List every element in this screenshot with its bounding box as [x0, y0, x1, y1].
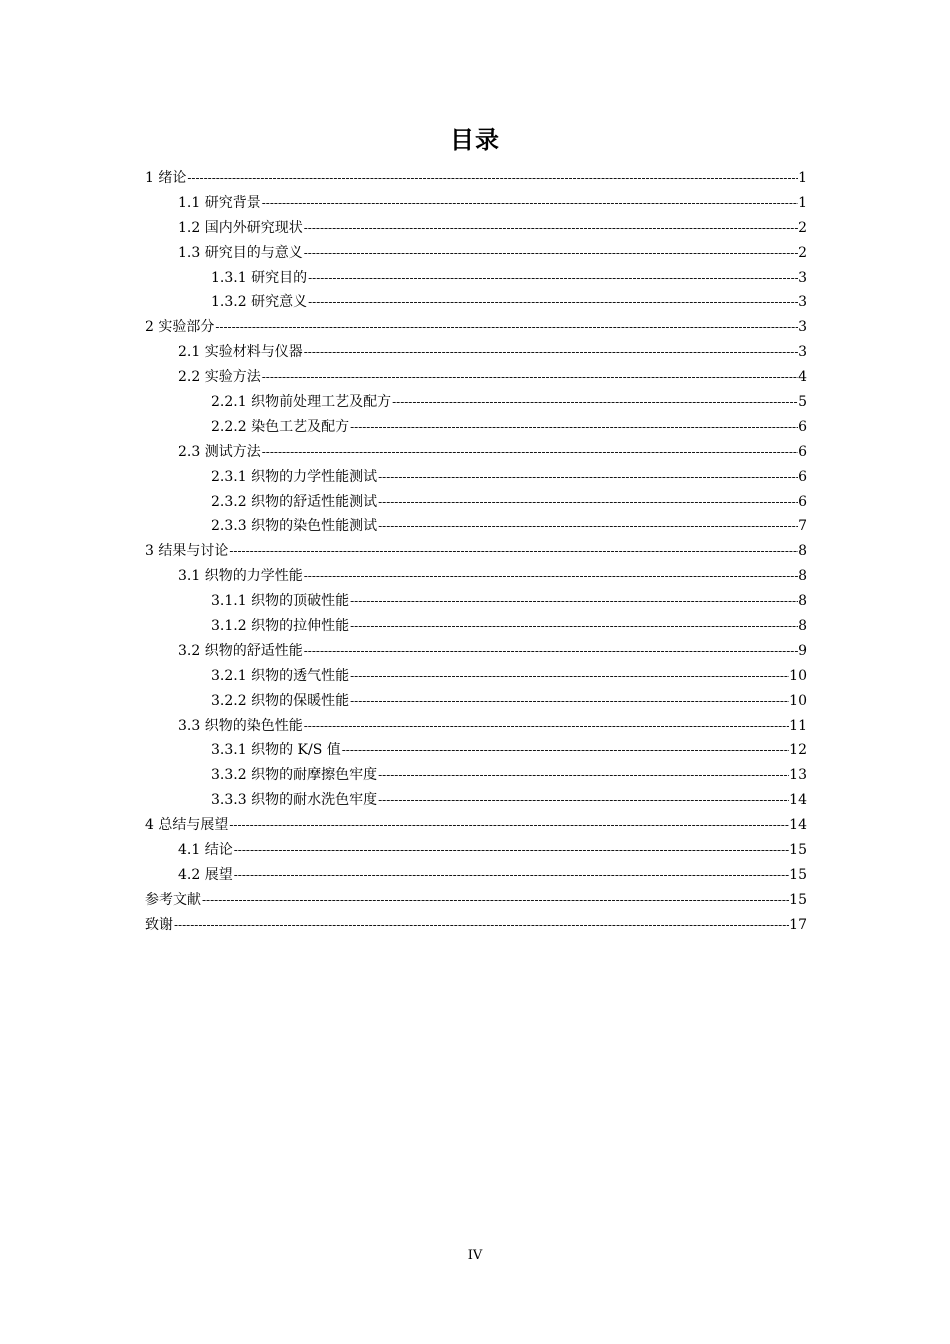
toc-dot-leader — [349, 589, 798, 614]
toc-entry-page: 17 — [789, 916, 807, 933]
toc-entry-label: 3.2 织物的舒适性能 — [178, 642, 303, 659]
toc-entry[interactable] — [145, 241, 807, 266]
toc-entry[interactable] — [145, 589, 807, 614]
toc-entry[interactable] — [145, 440, 807, 465]
toc-entry-label: 3.1.1 织物的顶破性能 — [211, 593, 350, 610]
toc-entry-page: 6 — [798, 418, 807, 435]
toc-entry[interactable] — [145, 564, 807, 589]
toc-entry[interactable] — [145, 813, 807, 838]
toc-entry-label: 2.3.3 织物的染色性能测试 — [211, 518, 378, 535]
toc-entry-label: 4 总结与展望 — [145, 817, 229, 834]
toc-dot-leader — [228, 813, 789, 838]
toc-entry-label: 2.2.2 染色工艺及配方 — [211, 418, 350, 435]
toc-entry[interactable] — [145, 514, 807, 539]
toc-entry[interactable] — [145, 763, 807, 788]
toc-entry[interactable] — [145, 714, 807, 739]
toc-dot-leader — [233, 838, 789, 863]
toc-entry-label: 2.1 实验材料与仪器 — [178, 344, 303, 361]
toc-entry-page: 3 — [798, 319, 807, 336]
toc-dot-leader — [377, 788, 789, 813]
toc-dot-leader — [307, 266, 798, 291]
toc-entry-page: 5 — [798, 394, 807, 411]
toc-entry-label: 1.1 研究背景 — [178, 194, 261, 211]
toc-entry[interactable] — [145, 290, 807, 315]
toc-dot-leader — [349, 689, 789, 714]
toc-dot-leader — [377, 490, 798, 515]
toc-entry[interactable] — [145, 191, 807, 216]
toc-entry[interactable] — [145, 266, 807, 291]
toc-entry[interactable] — [145, 838, 807, 863]
toc-dot-leader — [214, 315, 798, 340]
toc-dot-leader — [173, 913, 789, 938]
toc-entry[interactable] — [145, 614, 807, 639]
toc-entry[interactable] — [145, 664, 807, 689]
toc-entry-label: 3.3.2 织物的耐摩擦色牢度 — [211, 767, 378, 784]
toc-entry[interactable] — [145, 166, 807, 191]
toc-dot-leader — [233, 863, 789, 888]
toc-dot-leader — [341, 738, 789, 763]
toc-entry-page: 14 — [789, 792, 807, 809]
toc-dot-leader — [377, 763, 789, 788]
toc-entry-page: 15 — [789, 866, 807, 883]
toc-entry-page: 2 — [798, 244, 807, 261]
toc-entry-page: 8 — [798, 593, 807, 610]
toc-entry-page: 10 — [789, 667, 807, 684]
toc-entry-page: 8 — [798, 543, 807, 560]
toc-entry-page: 15 — [789, 842, 807, 859]
toc-dot-leader — [261, 440, 798, 465]
toc-entry-page: 13 — [789, 767, 807, 784]
toc-entry-label: 3.3 织物的染色性能 — [178, 717, 303, 734]
toc-entry-page: 3 — [798, 344, 807, 361]
toc-entry[interactable] — [145, 390, 807, 415]
toc-entry-page: 11 — [789, 717, 807, 734]
toc-entry[interactable] — [145, 689, 807, 714]
toc-entry-label: 3.1.2 织物的拉伸性能 — [211, 618, 350, 635]
toc-entry[interactable] — [145, 888, 807, 913]
toc-entry-page: 3 — [798, 269, 807, 286]
toc-dot-leader — [391, 390, 798, 415]
toc-dot-leader — [349, 614, 798, 639]
toc-entry[interactable] — [145, 415, 807, 440]
toc-entry-page: 6 — [798, 468, 807, 485]
toc-entry-label: 3 结果与讨论 — [145, 543, 229, 560]
toc-entry-page: 3 — [798, 294, 807, 311]
toc-entry-page: 2 — [798, 219, 807, 236]
toc-entry-label: 2.2.1 织物前处理工艺及配方 — [211, 394, 392, 411]
toc-dot-leader — [228, 539, 798, 564]
toc-entry-label: 4.1 结论 — [178, 842, 233, 859]
toc-entry-label: 3.1 织物的力学性能 — [178, 568, 303, 585]
toc-entry-label: 参考文献 — [145, 891, 201, 908]
toc-entry-label: 1.3.2 研究意义 — [211, 294, 308, 311]
toc-entry-label: 3.2.2 织物的保暖性能 — [211, 692, 350, 709]
toc-entry-page: 10 — [789, 692, 807, 709]
toc-entry-page: 12 — [789, 742, 807, 759]
toc-entry[interactable] — [145, 216, 807, 241]
toc-dot-leader — [377, 465, 798, 490]
toc-entry-page: 4 — [798, 369, 807, 386]
toc-entry-label: 2 实验部分 — [145, 319, 215, 336]
toc-entry-page: 1 — [798, 170, 807, 186]
toc-entry-label: 2.2 实验方法 — [178, 369, 261, 386]
toc-entry[interactable] — [145, 365, 807, 390]
toc-entry-label: 3.3.1 织物的 K/S 值 — [211, 742, 341, 759]
toc-dot-leader — [303, 639, 798, 664]
toc-entry-page: 1 — [798, 194, 807, 211]
toc-title: 目录 — [450, 126, 500, 154]
toc-entry[interactable] — [145, 788, 807, 813]
page-number: IV — [467, 1248, 483, 1263]
table-of-contents — [145, 166, 807, 938]
toc-dot-leader — [261, 365, 798, 390]
toc-entry[interactable] — [145, 465, 807, 490]
toc-entry[interactable] — [145, 913, 807, 938]
toc-entry[interactable] — [145, 340, 807, 365]
toc-entry-page: 14 — [789, 817, 807, 834]
toc-entry-page: 15 — [789, 891, 807, 908]
toc-entry-label: 3.3.3 织物的耐水洗色牢度 — [211, 792, 378, 809]
toc-entry-label: 3.2.1 织物的透气性能 — [211, 667, 350, 684]
toc-entry-label: 1.3.1 研究目的 — [211, 269, 308, 286]
toc-entry-label: 1.3 研究目的与意义 — [178, 244, 303, 261]
toc-entry-page: 6 — [798, 493, 807, 510]
toc-dot-leader — [201, 888, 789, 913]
toc-entry[interactable] — [145, 315, 807, 340]
toc-entry[interactable] — [145, 639, 807, 664]
toc-dot-leader — [261, 191, 798, 216]
toc-entry-page: 6 — [798, 443, 807, 460]
toc-entry-label: 4.2 展望 — [178, 866, 233, 883]
toc-dot-leader — [303, 216, 798, 241]
toc-dot-leader — [303, 564, 798, 589]
toc-dot-leader — [303, 340, 798, 365]
toc-dot-leader — [307, 290, 798, 315]
toc-dot-leader — [186, 166, 798, 191]
toc-entry-page: 8 — [798, 618, 807, 635]
toc-entry[interactable] — [145, 539, 807, 564]
toc-dot-leader — [377, 514, 798, 539]
toc-entry-label: 致谢 — [145, 916, 173, 933]
toc-entry[interactable] — [145, 863, 807, 888]
toc-dot-leader — [349, 415, 798, 440]
toc-dot-leader — [303, 714, 789, 739]
toc-entry[interactable] — [145, 490, 807, 515]
toc-entry-page: 9 — [798, 642, 807, 659]
toc-entry[interactable] — [145, 738, 807, 763]
toc-entry-page: 8 — [798, 568, 807, 585]
toc-entry-label: 1 绪论 — [145, 170, 187, 186]
toc-entry-label: 2.3.1 织物的力学性能测试 — [211, 468, 378, 485]
toc-dot-leader — [349, 664, 789, 689]
toc-entry-label: 2.3.2 织物的舒适性能测试 — [211, 493, 378, 510]
toc-entry-label: 2.3 测试方法 — [178, 443, 261, 460]
toc-dot-leader — [303, 241, 798, 266]
toc-entry-page: 7 — [798, 518, 807, 535]
toc-entry-label: 1.2 国内外研究现状 — [178, 219, 303, 236]
